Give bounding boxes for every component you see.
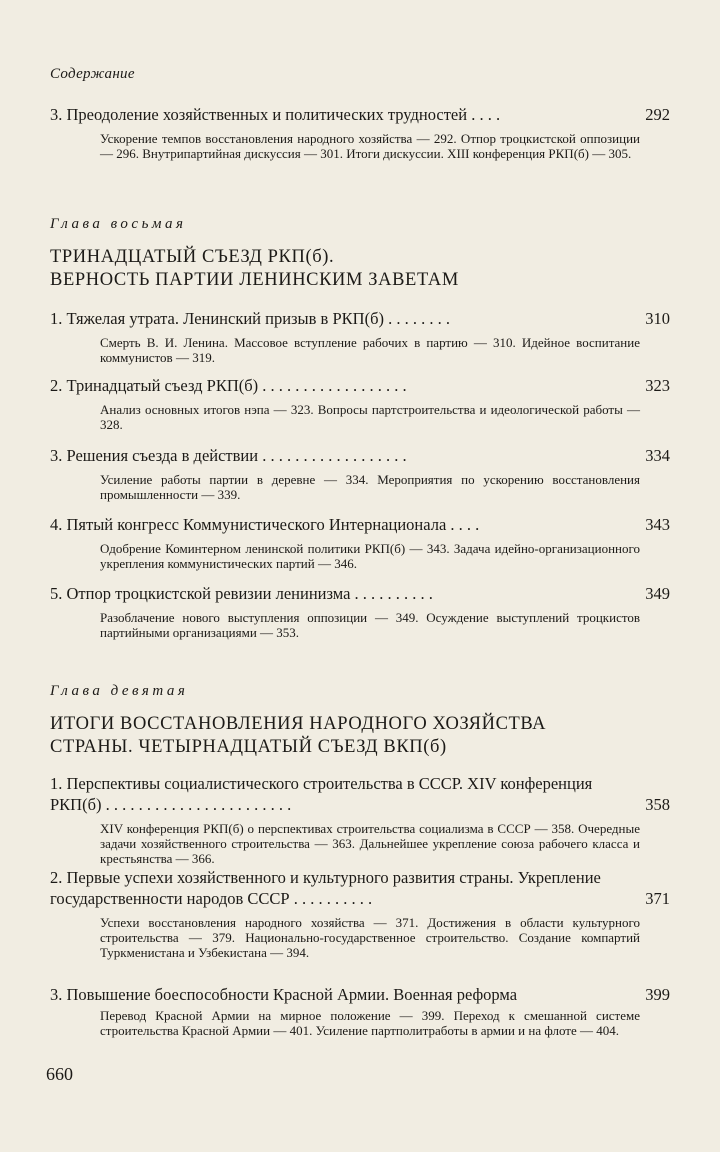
entry-title: 4. Пятый конгресс Коммунистического Интернационала . . . . bbox=[50, 515, 480, 534]
entry-description: Разоблачение нового выступления оппозиции — 349. Осуждение выступлений троцкистов партийными организациями — 353. bbox=[100, 610, 640, 640]
entry-description: Ускорение темпов восстановления народного хозяйства — 292. Отпор троцкистской оппозиции — 296. Внутрипартийная дискуссия — 301. Итоги дискуссии. XIII конференция РКП(б) — 305. bbox=[100, 131, 640, 161]
entry-description: Успехи восстановления народного хозяйства — 371. Достижения в области культурного строительства — 379. Национально-государственное строительство. Создание компартий Туркменистана и Узбекистана — 394. bbox=[100, 915, 640, 960]
toc-entry bbox=[50, 984, 670, 1038]
entry-page-number: 343 bbox=[645, 515, 670, 534]
entry-title: 2. Тринадцатый съезд РКП(б) . . . . . . . . . . . . . . . . . . bbox=[50, 376, 407, 395]
chapter-title-line: ВЕРНОСТЬ ПАРТИИ ЛЕНИНСКИМ ЗАВЕТАМ bbox=[50, 270, 459, 290]
toc-entry bbox=[50, 308, 670, 365]
entry-page-number: 292 bbox=[645, 105, 670, 124]
entry-page-number: 310 bbox=[645, 309, 670, 328]
entry-page-number: 358 bbox=[645, 795, 670, 814]
toc-entry bbox=[50, 375, 670, 432]
toc-entry bbox=[50, 104, 670, 161]
running-head: Содержание bbox=[50, 66, 135, 82]
entry-title: 3. Повышение боеспособности Красной Армии. Военная реформа bbox=[50, 985, 518, 1004]
entry-title: 2. Первые успехи хозяйственного и культурного развития страны. Укрепление государственности народов СССР . . . . . . . . . . bbox=[50, 868, 601, 908]
chapter-title-line: ТРИНАДЦАТЫЙ СЪЕЗД РКП(б). bbox=[50, 247, 335, 267]
entry-page-number: 334 bbox=[645, 446, 670, 465]
chapter-label: Глава девятая bbox=[50, 683, 189, 699]
entry-description: Анализ основных итогов нэпа — 323. Вопросы партстроительства и идеологической работы — 328. bbox=[100, 402, 640, 432]
chapter-title bbox=[50, 713, 670, 759]
entry-description: Усиление работы партии в деревне — 334. Мероприятия по ускорению восстановления промышленности — 339. bbox=[100, 472, 640, 502]
toc-entry bbox=[50, 445, 670, 502]
entry-description: Смерть В. И. Ленина. Массовое вступление рабочих в партию — 310. Идейное воспитание коммунистов — 319. bbox=[100, 335, 640, 365]
entry-page-number: 399 bbox=[645, 985, 670, 1004]
entry-page-number: 349 bbox=[645, 584, 670, 603]
toc-entry bbox=[50, 514, 670, 571]
toc-entry bbox=[50, 583, 670, 640]
entry-title: 5. Отпор троцкистской ревизии ленинизма . . . . . . . . . . bbox=[50, 584, 433, 603]
entry-title: 3. Решения съезда в действии . . . . . . . . . . . . . . . . . . bbox=[50, 446, 407, 465]
entry-title: 3. Преодоление хозяйственных и политических трудностей . . . . bbox=[50, 105, 501, 124]
entry-description: XIV конференция РКП(б) о перспективах строительства социализма в СССР — 358. Очередные задачи хозяйственного строительства — 363. Дальнейшее укрепление союза рабочего класса и крестьянства — 366. bbox=[100, 821, 640, 866]
entry-page-number: 371 bbox=[645, 889, 670, 908]
chapter-title-line: ИТОГИ ВОССТАНОВЛЕНИЯ НАРОДНОГО ХОЗЯЙСТВА bbox=[50, 714, 547, 734]
entry-description: Перевод Красной Армии на мирное положение — 399. Переход к смешанной системе строительства Красной Армии — 401. Усиление партполитработы в армии и на флоте — 404. bbox=[100, 1008, 640, 1038]
chapter-title bbox=[50, 246, 670, 292]
entry-title: 1. Перспективы социалистического строительства в СССР. XIV конференция РКП(б) . . . . . . . . . . . . . . . . . . . . . . . bbox=[50, 774, 593, 814]
toc-entry bbox=[50, 773, 670, 866]
entry-page-number: 323 bbox=[645, 376, 670, 395]
entry-description: Одобрение Коминтерном ленинской политики РКП(б) — 343. Задача идейно-организационного укрепления коммунистических партий — 346. bbox=[100, 541, 640, 571]
toc-entry bbox=[50, 867, 670, 960]
chapter-title-line: СТРАНЫ. ЧЕТЫРНАДЦАТЫЙ СЪЕЗД ВКП(б) bbox=[50, 737, 447, 757]
footer-page-number: 660 bbox=[46, 1064, 73, 1084]
chapter-label: Глава восьмая bbox=[50, 216, 187, 232]
entry-title: 1. Тяжелая утрата. Ленинский призыв в РКП(б) . . . . . . . . bbox=[50, 309, 450, 328]
